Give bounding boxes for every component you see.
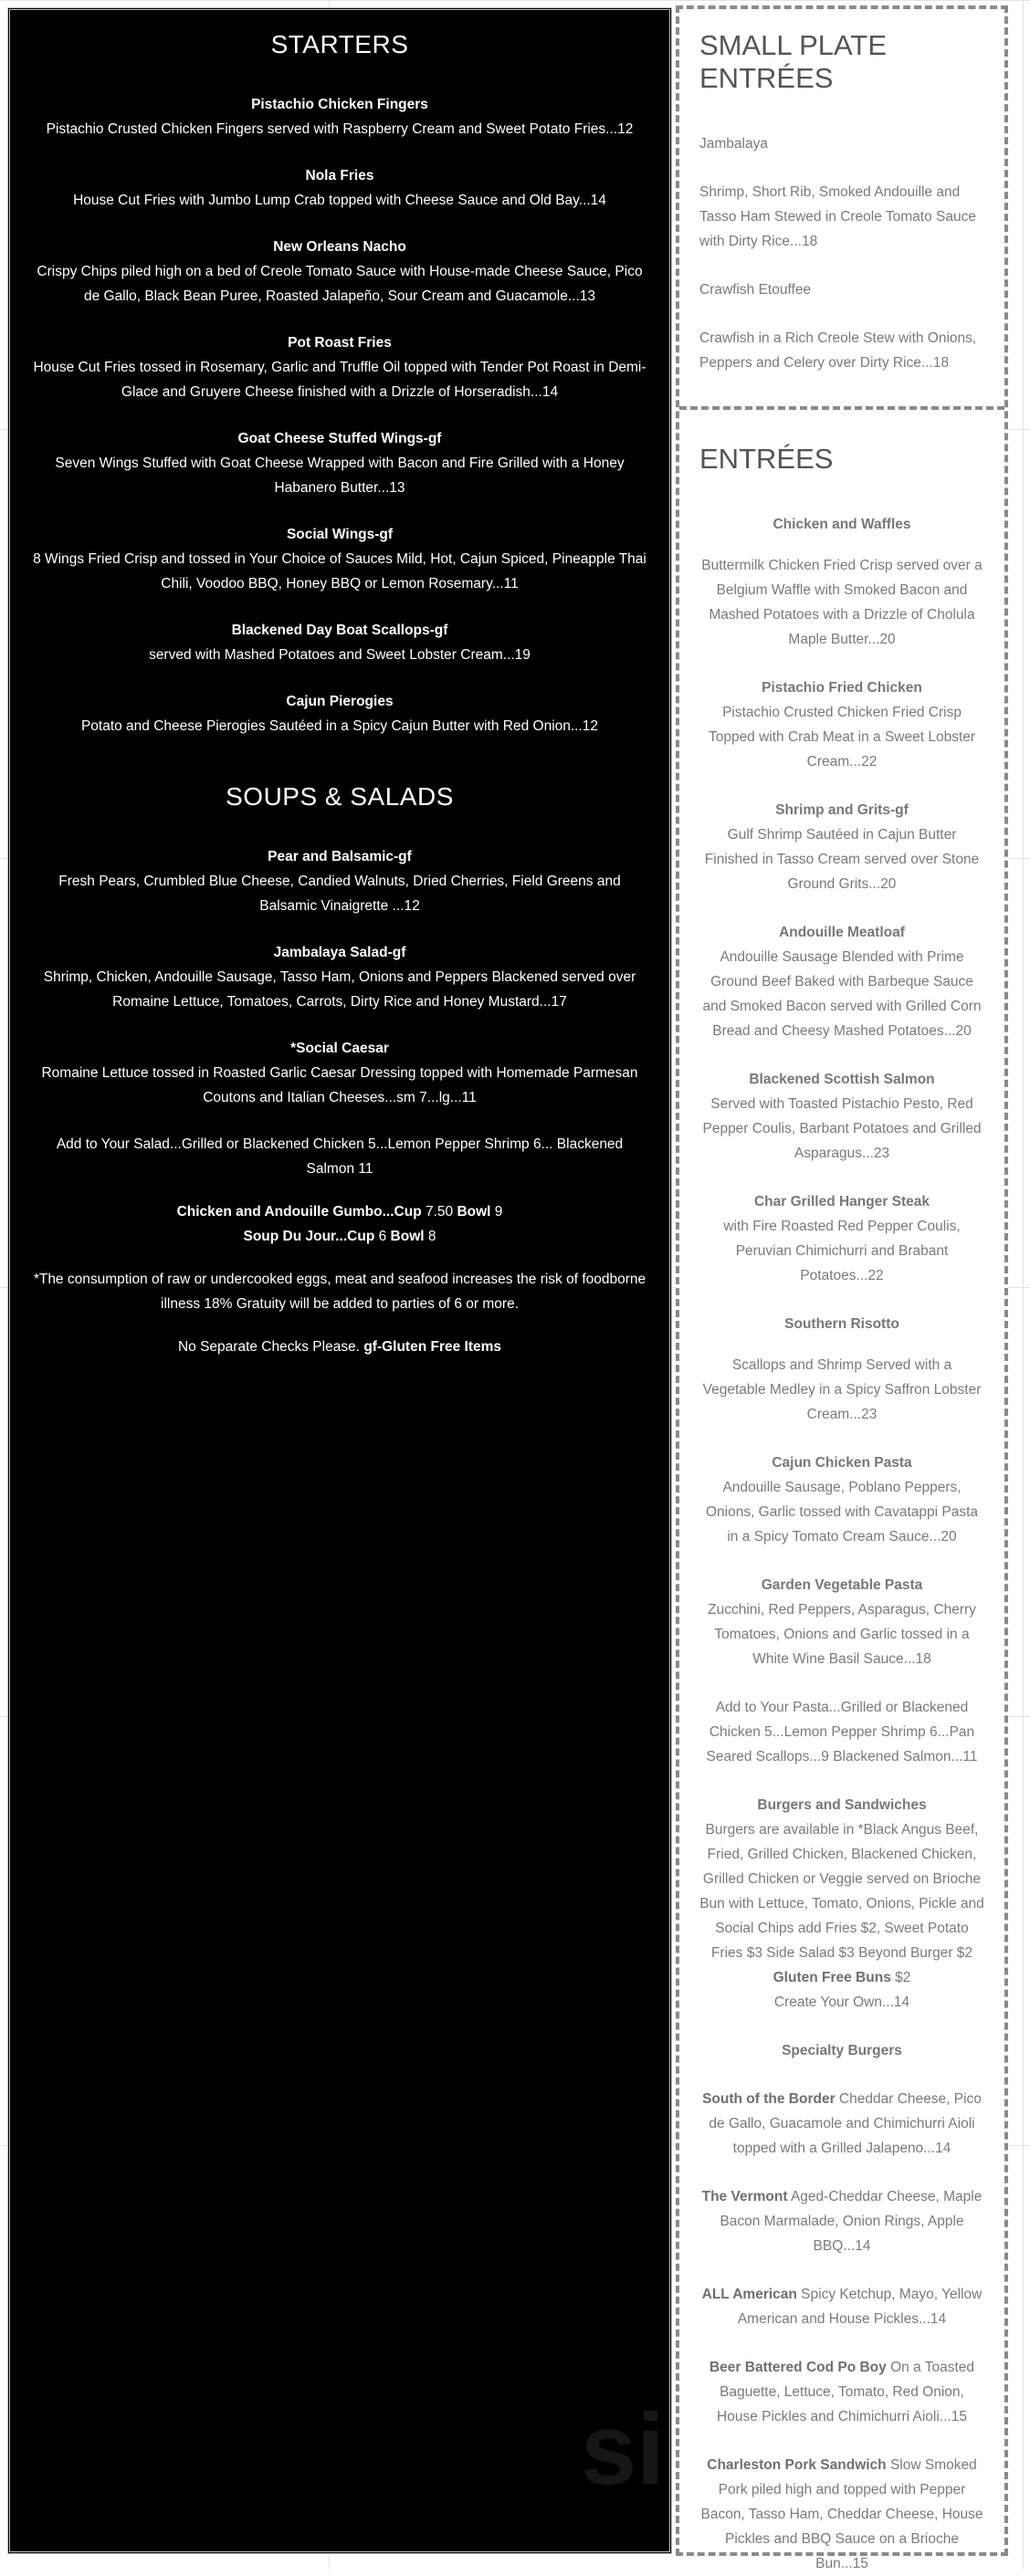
salad-addon-note: Add to Your Salad...Grilled or Blackened Chicken 5...Lemon Pepper Shrimp 6... Blackened Salmon 11	[56, 1136, 624, 1177]
item-title: Pear and Balsamic-gf	[268, 849, 412, 864]
menu-item	[32, 330, 647, 404]
menu-item	[32, 163, 647, 213]
entree-item	[699, 1450, 984, 1549]
item-desc: served with Mashed Potatoes and Sweet Lobster Cream...19	[149, 647, 531, 663]
entree-desc: Scallops and Shrimp Served with a Vegetable Medley in a Spicy Saffron Lobster Cream...23	[702, 1357, 982, 1422]
entree-title: Shrimp and Grits-gf	[775, 802, 909, 818]
item-desc: 8 Wings Fried Crisp and tossed in Your Choice of Sauces Mild, Hot, Cajun Spiced, Pineapple Thai Chili, Voodoo BBQ, Honey BBQ or Lemon Rosemary...11	[33, 551, 646, 592]
menu-item	[32, 522, 647, 596]
entree-item	[699, 675, 984, 774]
entree-title: Pistachio Fried Chicken	[762, 680, 922, 696]
entree-item	[699, 1067, 984, 1166]
soup-cup-price: 6	[374, 1229, 391, 1244]
watermark-logo: si	[581, 2393, 665, 2506]
right-menu-panel	[676, 5, 1008, 2571]
entree-desc: Pistachio Crusted Chicken Fried Crisp Topped with Crab Meat in a Sweet Lobster Cream...22	[708, 705, 976, 770]
specialty-desc: Aged-Cheddar Cheese, Maple Bacon Marmalade, Onion Rings, Apple BBQ...14	[720, 2189, 983, 2254]
gumbo-bowl-price: 9	[490, 1204, 503, 1220]
gluten-free-buns-price: $2	[890, 1970, 911, 1985]
soup-bowl-price: 8	[424, 1229, 436, 1244]
specialty-item	[699, 2453, 984, 2576]
entree-desc: Andouille Sausage, Poblano Peppers, Onions, Garlic tossed with Cavatappi Pasta in a Spicy Tomato Cream Sauce...20	[705, 1480, 979, 1545]
soups-salads-heading: SOUPS & SALADS	[226, 782, 454, 811]
gumbo-bowl-label: Bowl	[457, 1204, 491, 1220]
item-desc: House Cut Fries with Jumbo Lump Crab topped with Cheese Sauce and Old Bay...14	[73, 193, 606, 208]
entree-item	[699, 512, 984, 652]
menu-item	[32, 426, 647, 500]
specialty-name: Charleston Pork Sandwich	[707, 2457, 887, 2473]
entree-title: Cajun Chicken Pasta	[772, 1455, 912, 1471]
entree-item	[699, 1189, 984, 1288]
item-title: Pot Roast Fries	[288, 335, 392, 351]
specialty-title: Specialty Burgers	[782, 2043, 902, 2058]
create-your-own: Create Your Own...14	[773, 1995, 910, 2010]
entree-desc: Andouille Sausage Blended with Prime Ground Beef Baked with Barbeque Sauce and Smoked Bacon served with Grilled Corn Bread and Cheesy Mashed Potatoes...20	[702, 949, 982, 1039]
menu-item	[32, 940, 647, 1014]
entree-desc: with Fire Roasted Red Pepper Coulis, Peruvian Chimichurri and Brabant Potatoes...22	[723, 1219, 961, 1283]
item-title: Social Wings-gf	[286, 527, 394, 542]
item-desc-extra: Coutons and Italian Cheeses...sm 7...lg...11	[203, 1090, 477, 1105]
burgers-desc: Burgers are available in *Black Angus Beef, Fried, Grilled Chicken, Blackened Chicken, Grilled Chicken or Veggie served on Brioche Bun with Lettuce, Tomato, Onions, Pickle and Social Chips add Fries $2, Sweet Potato Fries $3 Side Salad $3 Beyond Burger $2	[699, 1822, 984, 1961]
item-desc: Seven Wings Stuffed with Goat Cheese Wrapped with Bacon and Fire Grilled with a Honey Habanero Butter...13	[55, 456, 625, 496]
specialty-item	[699, 2282, 984, 2331]
item-title: Cajun Pierogies	[286, 694, 394, 709]
specialty-desc: Cheddar Cheese, Pico de Gallo, Guacamole and Chimichurri Aioli topped with a Grilled Jalapeno...14	[709, 2091, 982, 2156]
soup-bowl-label: Bowl	[390, 1229, 425, 1244]
checks-note	[32, 1335, 647, 1359]
item-title: New Orleans Nacho	[273, 239, 406, 255]
entree-item	[699, 1312, 984, 1427]
item-desc: Fresh Pears, Crumbled Blue Cheese, Candied Walnuts, Dried Cherries, Field Greens and Balsamic Vinaigrette ...12	[58, 874, 621, 914]
small-plate-name: Jambalaya	[699, 136, 768, 152]
gumbo-label: Chicken and Andouille Gumbo	[176, 1204, 383, 1220]
entree-desc: Buttermilk Chicken Fried Crisp served over a Belgium Waffle with Smoked Bacon and Mashed Potatoes with a Drizzle of Cholula Maple Butter...20	[701, 558, 983, 647]
specialty-item	[699, 2355, 984, 2429]
small-plates-heading: SMALL PLATE ENTRÉES	[699, 29, 888, 94]
section-divider	[679, 406, 1004, 410]
item-desc: Potato and Cheese Pierogies Sautéed in a Spicy Cajun Butter with Red Onion...12	[80, 718, 599, 734]
entree-title: Andouille Meatloaf	[779, 925, 905, 940]
specialty-name: Beer Battered Cod Po Boy	[709, 2360, 887, 2375]
menu-item	[32, 92, 647, 141]
specialty-item	[699, 2087, 984, 2161]
left-menu-panel	[7, 7, 672, 2554]
menu-item	[32, 1036, 647, 1110]
small-plate-desc: Shrimp, Short Rib, Smoked Andouille and Tasso Ham Stewed in Creole Tomato Sauce with Dirty Rice...18	[699, 184, 976, 249]
entree-desc: Served with Toasted Pistachio Pesto, Red Pepper Coulis, Barbant Potatoes and Grilled Asparagus...23	[702, 1096, 982, 1161]
specialty-name: ALL American	[701, 2287, 797, 2302]
entrees-heading: ENTRÉES	[699, 443, 834, 475]
entree-title: Garden Vegetable Pasta	[761, 1577, 923, 1593]
item-title: *Social Caesar	[290, 1041, 389, 1056]
specialty-item	[699, 2184, 984, 2258]
specialty-name: The Vermont	[701, 2189, 788, 2204]
item-title: Goat Cheese Stuffed Wings-gf	[237, 431, 442, 446]
gluten-free-buns-label: Gluten Free Buns	[772, 1970, 891, 1985]
gumbo-cup-label: ...Cup	[382, 1204, 422, 1220]
entree-title: Chicken and Waffles	[772, 517, 911, 532]
entree-item	[699, 798, 984, 896]
soup-label: Soup Du Jour	[243, 1229, 336, 1244]
entree-item	[699, 1573, 984, 1671]
entree-item	[699, 920, 984, 1043]
consumption-warning: *The consumption of raw or undercooked eggs, meat and seafood increases the risk of foodborne illness 18% Gratuity will be added to parties of 6 or more.	[33, 1272, 646, 1312]
pasta-addon-note: Add to Your Pasta...Grilled or Blackened Chicken 5...Lemon Pepper Shrimp 6...Pan Seared Scallops...9 Blackened Salmon...11	[706, 1700, 978, 1764]
item-title: Blackened Day Boat Scallops-gf	[231, 623, 448, 638]
item-desc: Shrimp, Chicken, Andouille Sausage, Tasso Ham, Onions and Peppers Blackened served over Romaine Lettuce, Tomatoes, Carrots, Dirty Rice and Honey Mustard...17	[43, 969, 636, 1010]
item-title: Jambalaya Salad-gf	[273, 945, 406, 960]
specialty-name: South of the Border	[702, 2091, 836, 2107]
entree-desc: Gulf Shrimp Sautéed in Cajun Butter Finished in Tasso Cream served over Stone Ground Grits...20	[704, 827, 980, 892]
menu-item	[32, 235, 647, 309]
entree-desc: Zucchini, Red Peppers, Asparagus, Cherry Tomatoes, Onions and Garlic tossed in a White Wine Basil Sauce...18	[708, 1602, 976, 1667]
gumbo-cup-price: 7.50	[421, 1204, 457, 1220]
starters-heading: STARTERS	[270, 30, 409, 58]
menu-item	[32, 618, 647, 667]
soup-cup-label: ...Cup	[335, 1229, 375, 1244]
small-plate-name: Crawfish Etouffee	[699, 282, 812, 298]
menu-item	[32, 844, 647, 918]
gluten-free-note: gf-Gluten Free Items	[363, 1339, 502, 1355]
entree-title: Southern Risotto	[784, 1316, 899, 1332]
item-desc: Romaine Lettuce tossed in Roasted Garlic Caesar Dressing topped with Homemade Parmesan	[41, 1065, 638, 1081]
item-desc: Crispy Chips piled high on a bed of Creole Tomato Sauce with House-made Cheese Sauce, Pico de Gallo, Black Bean Puree, Roasted Jalapeño, Sour Cream and Guacamole...13	[37, 264, 643, 304]
item-title: Nola Fries	[305, 168, 374, 183]
entree-title: Char Grilled Hanger Steak	[753, 1194, 930, 1209]
item-title: Pistachio Chicken Fingers	[251, 97, 428, 112]
burgers-title: Burgers and Sandwiches	[757, 1797, 927, 1813]
menu-item	[32, 689, 647, 738]
specialty-burgers-heading	[699, 2038, 984, 2063]
specialty-desc: Slow Smoked Pork piled high and topped with Pepper Bacon, Tasso Ham, Cheddar Cheese, House Pickles and BBQ Sauce on a Brioche Bun...15	[700, 2457, 983, 2571]
item-desc: House Cut Fries tossed in Rosemary, Garlic and Truffle Oil topped with Tender Pot Roast in Demi-Glace and Gruyere Cheese finished with a Drizzle of Horseradish...14	[33, 360, 646, 400]
small-plate-desc: Crawfish in a Rich Creole Stew with Onions, Peppers and Celery over Dirty Rice...18	[699, 330, 977, 371]
burgers-item	[699, 1793, 984, 2015]
soup-prices	[32, 1199, 647, 1249]
specialty-desc: On a Toasted Baguette, Lettuce, Tomato, Red Onion, House Pickles and Chimichurri Aioli...15	[717, 2360, 975, 2424]
item-desc: Pistachio Crusted Chicken Fingers served with Raspberry Cream and Sweet Potato Fries...12	[46, 121, 634, 137]
entree-title: Blackened Scottish Salmon	[749, 1072, 935, 1087]
checks-note-text: No Separate Checks Please.	[177, 1339, 364, 1355]
specialty-desc: Spicy Ketchup, Mayo, Yellow American and House Pickles...14	[737, 2287, 983, 2327]
